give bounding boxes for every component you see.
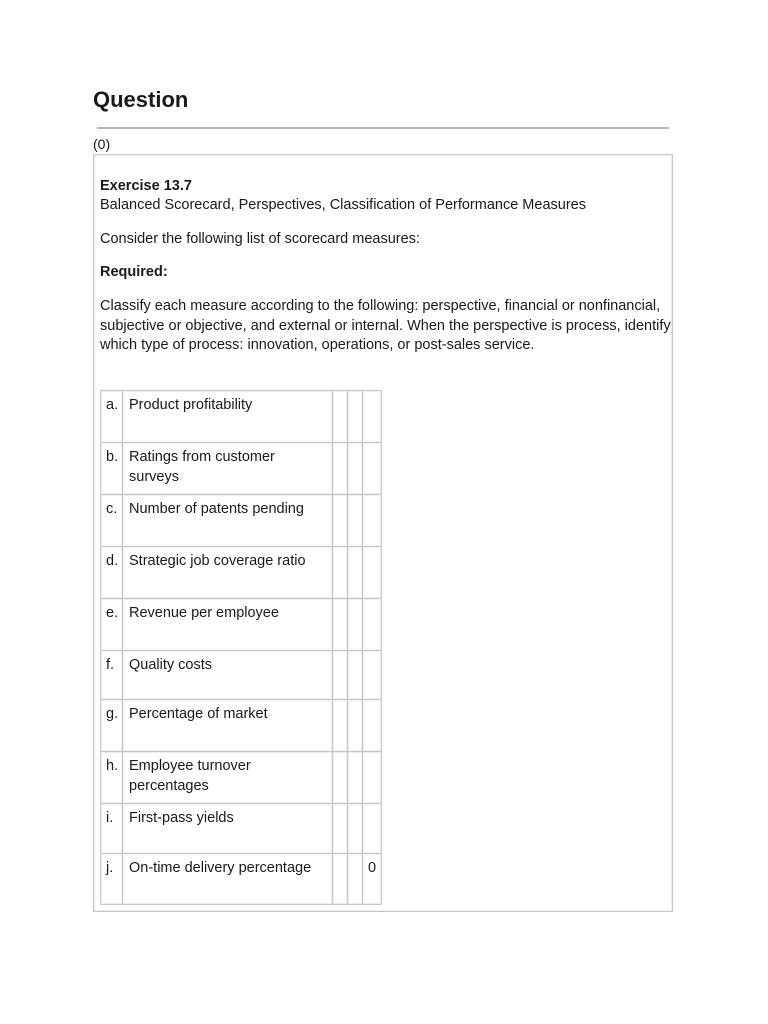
measure-row [101, 700, 382, 752]
measure-letter: j. [101, 854, 123, 905]
measure-value [363, 547, 382, 599]
exercise-subtitle: Balanced Scorecard, Perspectives, Classification of Performance Measures [100, 197, 586, 213]
measure-name: On-time delivery percentage [123, 854, 333, 905]
measure-name: Strategic job coverage ratio [123, 547, 333, 599]
measure-letter: b. [101, 443, 123, 495]
measure-name: Number of patents pending [123, 495, 333, 547]
measure-value [363, 495, 382, 547]
measure-row [101, 651, 382, 700]
required-label: Required: [100, 264, 168, 280]
blank-cell [333, 752, 348, 804]
measure-name: Ratings from customer surveys [123, 443, 333, 495]
measure-name: Employee turnover percentages [123, 752, 333, 804]
measure-row [101, 391, 382, 443]
measure-value [363, 443, 382, 495]
measure-row [101, 547, 382, 599]
measure-letter: a. [101, 391, 123, 443]
blank-cell [348, 443, 363, 495]
measure-letter: h. [101, 752, 123, 804]
blank-cell [348, 804, 363, 854]
blank-cell [333, 804, 348, 854]
measure-row [101, 495, 382, 547]
measure-value [363, 804, 382, 854]
measure-row [101, 752, 382, 804]
blank-cell [333, 443, 348, 495]
title-divider [97, 127, 669, 129]
measures-table [100, 390, 382, 905]
measure-row [101, 443, 382, 495]
blank-cell [348, 752, 363, 804]
measure-name: Percentage of market [123, 700, 333, 752]
measure-value [363, 651, 382, 700]
measure-name: First-pass yields [123, 804, 333, 854]
blank-cell [348, 391, 363, 443]
measure-row [101, 599, 382, 651]
blank-cell [333, 547, 348, 599]
measure-value [363, 700, 382, 752]
measure-value [363, 391, 382, 443]
blank-cell [348, 599, 363, 651]
measure-name: Product profitability [123, 391, 333, 443]
blank-cell [348, 547, 363, 599]
measure-letter: c. [101, 495, 123, 547]
answer-count: (0) [93, 136, 111, 152]
measure-row [101, 854, 382, 905]
blank-cell [333, 651, 348, 700]
exercise-title: Exercise 13.7 [100, 178, 192, 194]
question-instructions: Classify each measure according to the following: perspective, financial or nonfinancial, subjective or objective, and external or internal. When the perspective is process, identify which type of process: innovation, operations, or post-sales service. [100, 298, 671, 353]
measure-letter: d. [101, 547, 123, 599]
blank-cell [333, 700, 348, 752]
blank-cell [348, 854, 363, 905]
page-title: Question [93, 87, 189, 112]
measure-name: Revenue per employee [123, 599, 333, 651]
measure-value: 0 [363, 854, 382, 905]
measure-row [101, 804, 382, 854]
question-box [93, 154, 673, 912]
question-intro: Consider the following list of scorecard measures: [100, 231, 420, 247]
blank-cell [348, 495, 363, 547]
blank-cell [333, 854, 348, 905]
blank-cell [333, 599, 348, 651]
measure-letter: f. [101, 651, 123, 700]
measure-name: Quality costs [123, 651, 333, 700]
measures-table-body [101, 391, 382, 905]
measure-value [363, 752, 382, 804]
measure-letter: i. [101, 804, 123, 854]
measure-letter: g. [101, 700, 123, 752]
measure-letter: e. [101, 599, 123, 651]
blank-cell [348, 651, 363, 700]
measure-value [363, 599, 382, 651]
blank-cell [333, 495, 348, 547]
blank-cell [348, 700, 363, 752]
blank-cell [333, 391, 348, 443]
